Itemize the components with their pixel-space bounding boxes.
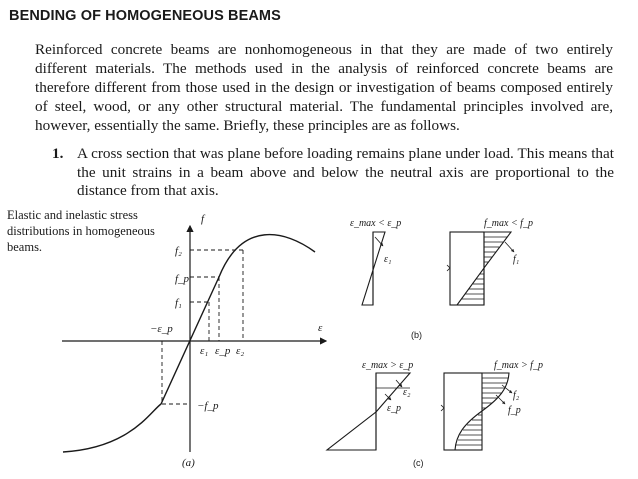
- section-heading: BENDING OF HOMOGENEOUS BEAMS: [9, 8, 281, 24]
- b-panel-label: (b): [411, 330, 422, 340]
- c-strain-mark-ep: ε_p: [387, 403, 401, 414]
- intro-paragraph: Reinforced concrete beams are nonhomogeneous in that they are made of two entirely different materials. The methods used in the analysis of reinforced concrete beams are therefore different from those used in the design or investigation of beams composed entirely of steel, wood, or any other structural material. The fundamental principles involved are, however, essentially the same. Briefly, these principles are as follows.: [35, 41, 613, 134]
- a-tick-neg-ep: −ε_p: [150, 323, 173, 335]
- list-item-number: 1.: [52, 145, 64, 162]
- b-strain-title: ε_max < ε_p: [350, 218, 402, 229]
- c-stress-mark-f2: f₂: [513, 390, 520, 401]
- a-x-axis-label: ε: [318, 322, 323, 334]
- a-tick-neg-fp: −f_p: [197, 400, 219, 412]
- c-strain-title: ε_max > ε_p: [362, 360, 414, 371]
- a-y-axis-label: f: [201, 213, 205, 225]
- a-stress-strain-curve: [63, 235, 315, 452]
- panel-a-graph: [62, 226, 326, 452]
- a-tick-fp: f_p: [175, 273, 190, 285]
- b-stress-diagram: [447, 232, 514, 305]
- a-tick-e1: ε₁: [200, 345, 209, 357]
- b-strain-diagram: [362, 232, 385, 305]
- list-item-text: A cross section that was plane before loading remains plane under load. This means that the unit strains in a beam above and below the neutral axis are proportional to the distance from that axis.: [77, 145, 614, 199]
- c-stress-mark-fp: f_p: [508, 405, 521, 416]
- a-tick-f2: f₂: [175, 245, 182, 257]
- a-tick-e2: ε₂: [236, 345, 245, 357]
- c-stress-diagram: [441, 373, 512, 450]
- b-stress-title: f_max < f_p: [484, 218, 533, 229]
- c-panel-label: (c): [413, 458, 424, 468]
- figure-caption: Elastic and inelastic stress distributions in homogeneous beams.: [7, 208, 155, 254]
- b-stress-mark: f₁: [513, 254, 520, 265]
- a-panel-label: (a): [182, 457, 195, 469]
- c-strain-mark-e2: ε₂: [403, 387, 411, 398]
- c-stress-title: f_max > f_p: [494, 360, 543, 371]
- a-tick-f1: f₁: [175, 297, 182, 309]
- b-strain-mark: ε₁: [384, 254, 392, 265]
- a-tick-ep: ε_p: [215, 345, 231, 357]
